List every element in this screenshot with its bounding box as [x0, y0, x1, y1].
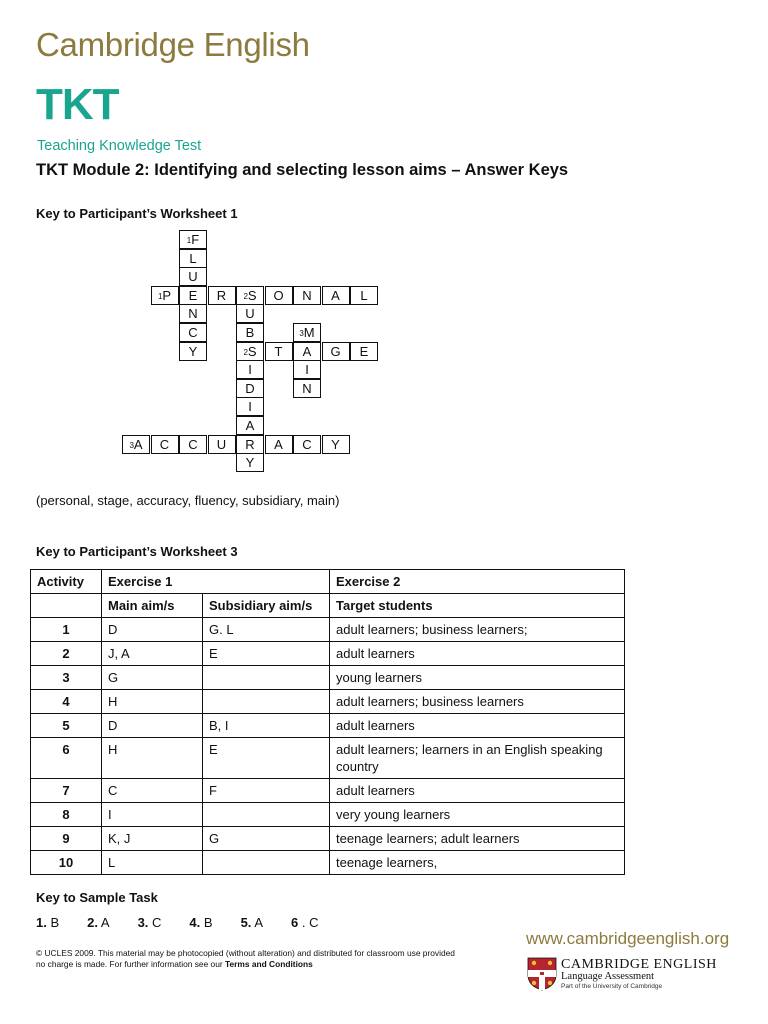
crossword-cell — [293, 323, 321, 342]
activity-cell: 2 — [31, 642, 102, 666]
crossword-letter: S — [247, 343, 257, 359]
crossword-letter: R — [216, 287, 227, 303]
crossword-letter: I — [248, 362, 252, 378]
main-aim-cell: C — [102, 779, 203, 803]
subsidiary-aim-cell — [203, 690, 330, 714]
crossword-letter: G — [330, 343, 341, 359]
target-students-cell: adult learners; business learners — [330, 690, 625, 714]
crossword-cell — [236, 286, 264, 305]
sample-answer — [138, 915, 162, 930]
crossword-cell — [179, 435, 207, 454]
crossword-cell — [179, 249, 207, 268]
subsidiary-aim-cell: E — [203, 738, 330, 779]
crossword-cell — [151, 286, 179, 305]
product-name: TKT — [36, 80, 119, 129]
crossword-letter: C — [302, 436, 312, 452]
crossword-cell — [293, 360, 321, 379]
crossword-cell — [293, 342, 321, 361]
crossword-clue-number: 2 — [243, 291, 248, 301]
crossword-letter: N — [188, 306, 198, 322]
main-aim-cell: L — [102, 851, 203, 875]
crossword-cell — [208, 435, 236, 454]
subsidiary-aim-cell — [203, 851, 330, 875]
sample-answer — [189, 915, 212, 930]
sample-answer-number: 1. — [36, 915, 47, 930]
crossword-letter: U — [216, 436, 227, 452]
sample-task-answers — [36, 915, 346, 930]
sample-answer — [87, 915, 109, 930]
sample-answer-value: . C — [301, 915, 319, 930]
header-main-aims: Main aim/s — [102, 594, 203, 618]
crossword-letter: Y — [331, 436, 340, 452]
activity-cell: 8 — [31, 803, 102, 827]
table-row — [31, 666, 625, 690]
crossword-letter: A — [302, 343, 312, 359]
subsidiary-aim-cell: G — [203, 827, 330, 851]
table-row — [31, 714, 625, 738]
table-row — [31, 690, 625, 714]
crossword-cell — [293, 286, 321, 305]
terms-link[interactable]: Terms and Conditions — [225, 958, 313, 969]
crossword-cell — [236, 453, 264, 472]
target-students-cell: adult learners; learners in an English speaking country — [330, 738, 625, 779]
crossword-letter: F — [191, 232, 200, 247]
sample-answer-value: A — [100, 915, 110, 930]
crossword-letter: N — [302, 380, 312, 396]
main-aim-cell: H — [102, 738, 203, 779]
subsidiary-aim-cell: F — [203, 779, 330, 803]
sample-answer-number: 3. — [137, 915, 149, 930]
sample-answer-number: 4. — [189, 915, 201, 930]
crossword-letter: Y — [245, 455, 255, 471]
header-subsidiary-aims: Subsidiary aim/s — [203, 594, 330, 618]
table-row — [31, 827, 625, 851]
sample-answer-value: C — [152, 915, 162, 930]
crossword-word-list: (personal, stage, accuracy, fluency, subsidiary, main) — [36, 493, 340, 508]
crossword-cell — [179, 323, 207, 342]
table-header-row — [31, 570, 625, 594]
copyright-notice — [36, 948, 456, 969]
crossword-letter: U — [245, 306, 255, 322]
subsidiary-aim-cell — [203, 803, 330, 827]
sample-answer — [291, 915, 318, 930]
crossword-letter: R — [245, 436, 255, 452]
crossword-clue-number: 1 — [186, 236, 192, 245]
crossword-letter: C — [188, 436, 198, 452]
main-aim-cell: G — [102, 666, 203, 690]
website-link[interactable]: www.cambridgeenglish.org — [526, 929, 730, 948]
header-exercise2: Exercise 2 — [330, 570, 625, 594]
crossword-letter: O — [273, 287, 284, 303]
crossword-letter: E — [359, 343, 369, 359]
sample-answer-number: 6 — [290, 915, 299, 930]
target-students-cell: adult learners — [330, 642, 625, 666]
main-aim-cell: D — [102, 714, 203, 738]
worksheet3-heading: Key to Participant’s Worksheet 3 — [36, 544, 238, 559]
crossword-cell — [236, 342, 264, 361]
crossword-clue-number: 2 — [243, 347, 248, 357]
table-row — [31, 642, 625, 666]
crossword-letter: N — [302, 287, 312, 303]
crossword-cell — [179, 230, 207, 249]
subsidiary-aim-cell: G. L — [203, 618, 330, 642]
header-blank — [31, 594, 102, 618]
crossword-cell — [322, 286, 350, 305]
sample-answer — [36, 915, 59, 930]
sample-answer-value: B — [203, 915, 213, 930]
crossword-letter: A — [274, 436, 283, 452]
crossword-cell — [151, 435, 179, 454]
crossword-cell — [236, 360, 264, 379]
activity-cell: 5 — [31, 714, 102, 738]
subsidiary-aim-cell: E — [203, 642, 330, 666]
main-aim-cell: H — [102, 690, 203, 714]
activity-cell: 9 — [31, 827, 102, 851]
crossword-letter: C — [159, 436, 170, 452]
crossword-cell — [179, 342, 207, 361]
activity-cell: 10 — [31, 851, 102, 875]
crossword-letter: T — [274, 343, 283, 359]
crossword-cell — [350, 342, 378, 361]
copyright-text: © UCLES 2009. This material may be photocopied (without alteration) and distributed for classroom use provided no charge is made. For further information see our — [36, 948, 455, 969]
crossword-cell — [236, 435, 264, 454]
crossword-letter: C — [188, 325, 198, 340]
sample-answer-number: 2. — [87, 915, 98, 930]
crossword-cell — [265, 286, 293, 305]
crossword-cell — [179, 304, 207, 323]
logo-line1: CAMBRIDGE ENGLISH — [561, 957, 717, 972]
subsidiary-aim-cell — [203, 666, 330, 690]
crossword-letter: Y — [188, 343, 198, 359]
crossword-cell — [322, 435, 350, 454]
header-exercise1: Exercise 1 — [102, 570, 330, 594]
crossword-letter: L — [189, 250, 197, 266]
sample-answer — [241, 915, 263, 930]
crossword-letter: E — [188, 287, 198, 303]
crossword-cell — [236, 304, 264, 323]
crossword-clue-number: 3 — [129, 440, 134, 450]
table-subheader-row — [31, 594, 625, 618]
crossword-letter: L — [360, 287, 368, 303]
crossword-letter: A — [245, 418, 255, 433]
crossword-letter: D — [245, 380, 255, 396]
crossword-cell — [236, 379, 264, 398]
target-students-cell: adult learners; business learners; — [330, 618, 625, 642]
document-title: TKT Module 2: Identifying and selecting lesson aims – Answer Keys — [36, 161, 569, 179]
subsidiary-aim-cell: B, I — [203, 714, 330, 738]
crossword-cell — [293, 435, 321, 454]
main-aim-cell: I — [102, 803, 203, 827]
crossword-clue-number: 1 — [157, 291, 163, 301]
shield-icon — [527, 957, 557, 991]
brand-name: Cambridge English — [36, 26, 310, 63]
crossword-cell — [265, 342, 293, 361]
activity-cell: 3 — [31, 666, 102, 690]
crossword-letter: A — [133, 436, 143, 452]
header-activity: Activity — [31, 570, 102, 594]
header-target-students: Target students — [330, 594, 625, 618]
crossword-cell — [322, 342, 350, 361]
crossword-letter: A — [331, 287, 340, 303]
sample-answer-number: 5. — [240, 915, 252, 930]
main-aim-cell: D — [102, 618, 203, 642]
table-row — [31, 779, 625, 803]
target-students-cell: young learners — [330, 666, 625, 690]
crossword-letter: P — [162, 287, 172, 303]
crossword-cell — [236, 416, 264, 435]
product-subtitle: Teaching Knowledge Test — [37, 138, 202, 154]
crossword-letter: I — [248, 399, 252, 415]
table-row — [31, 738, 625, 779]
target-students-cell: adult learners — [330, 714, 625, 738]
crossword-cell — [293, 379, 321, 398]
sample-task-heading: Key to Sample Task — [36, 890, 158, 905]
main-aim-cell: J, A — [102, 642, 203, 666]
crossword-cell — [179, 286, 207, 305]
crossword-letter: M — [303, 325, 315, 340]
crossword-letter: S — [247, 287, 257, 303]
table-row — [31, 851, 625, 875]
logo-line2: Language Assessment — [561, 971, 655, 982]
crossword-cell — [208, 286, 236, 305]
activity-cell: 7 — [31, 779, 102, 803]
sample-answer-value: B — [50, 915, 60, 930]
crossword-cell — [122, 435, 150, 454]
answer-table — [30, 569, 625, 875]
crossword-cell — [236, 397, 264, 416]
crossword-cell — [179, 267, 207, 286]
crossword-cell — [265, 435, 293, 454]
main-aim-cell: K, J — [102, 827, 203, 851]
crossword-grid — [0, 0, 768, 480]
table-row — [31, 618, 625, 642]
sample-answer-value: A — [254, 915, 263, 930]
worksheet1-heading: Key to Participant’s Worksheet 1 — [36, 206, 238, 221]
crossword-letter: I — [305, 362, 309, 378]
crossword-cell — [236, 323, 264, 342]
table-row — [31, 803, 625, 827]
crossword-cell — [350, 286, 378, 305]
crossword-letter: B — [245, 325, 255, 340]
target-students-cell: very young learners — [330, 803, 625, 827]
activity-cell: 6 — [31, 738, 102, 779]
target-students-cell: teenage learners, — [330, 851, 625, 875]
target-students-cell: adult learners — [330, 779, 625, 803]
target-students-cell: teenage learners; adult learners — [330, 827, 625, 851]
logo-line3: Part of the University of Cambridge — [561, 983, 663, 990]
crossword-letter: U — [188, 269, 198, 285]
activity-cell: 4 — [31, 690, 102, 714]
activity-cell: 1 — [31, 618, 102, 642]
crossword-clue-number: 3 — [299, 329, 304, 338]
